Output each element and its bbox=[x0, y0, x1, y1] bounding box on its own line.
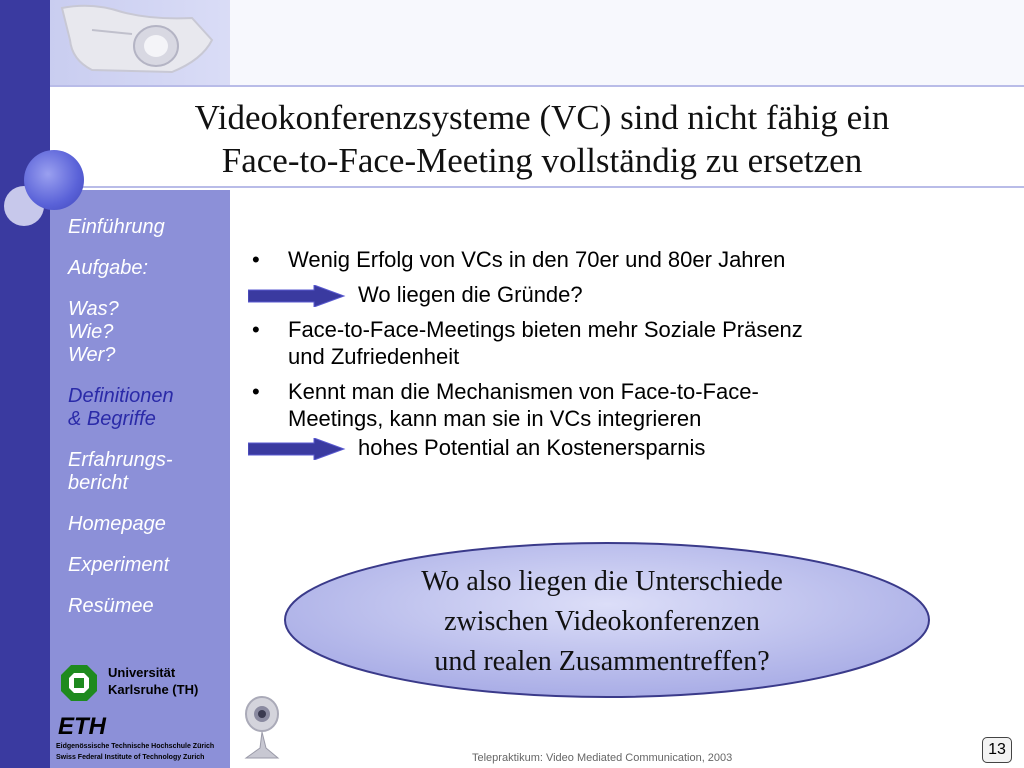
bullet-list bbox=[248, 246, 968, 469]
nav-item-label: Experiment bbox=[68, 554, 170, 576]
projector-icon bbox=[52, 0, 227, 82]
nav-item-aufgabe[interactable] bbox=[68, 257, 228, 280]
eth-subtitle bbox=[56, 741, 214, 763]
nav-item-label: Was? bbox=[68, 298, 119, 320]
nav-item-homepage[interactable] bbox=[68, 513, 228, 536]
left-accent-bar bbox=[0, 0, 50, 768]
callout-line: zwischen Videokonferenzen bbox=[444, 606, 760, 637]
nav-item-label: & Begriffe bbox=[68, 408, 156, 430]
eth-subtitle-line: Eidgenössische Technische Hochschule Zürich bbox=[56, 743, 215, 750]
eth-logo-text: ETH bbox=[58, 713, 106, 738]
callout-line: und realen Zusammentreffen? bbox=[434, 646, 770, 677]
callout-line: Wo also liegen die Unterschiede bbox=[421, 566, 783, 597]
bullet-text: Face-to-Face-Meetings bieten mehr Soziale Präsenz bbox=[288, 317, 803, 342]
nav-item-was-wie-wer[interactable] bbox=[68, 298, 228, 367]
eth-subtitle-line: Swiss Federal Institute of Technology Zurich bbox=[56, 754, 205, 761]
bullet-dot: • bbox=[252, 379, 260, 404]
nav-item-label: bericht bbox=[68, 472, 129, 494]
right-arrow-icon bbox=[248, 285, 348, 307]
nav-item-einfuehrung[interactable] bbox=[68, 216, 228, 239]
bullet-text: Wenig Erfolg von VCs in den 70er und 80er Jahren bbox=[288, 247, 786, 272]
question-callout-text bbox=[282, 562, 922, 682]
bullet-dot: • bbox=[252, 317, 260, 342]
nav-item-label: Wer? bbox=[68, 344, 116, 366]
bullet-item bbox=[248, 378, 968, 432]
arrow-text: Wo liegen die Gründe? bbox=[358, 282, 583, 307]
uni-name-line: Karlsruhe (TH) bbox=[108, 682, 199, 697]
bullet-text: und Zufriedenheit bbox=[288, 344, 460, 369]
uni-karlsruhe-name bbox=[108, 664, 198, 698]
nav-item-label: Wie? bbox=[68, 321, 114, 343]
webcam-icon bbox=[232, 692, 294, 764]
bullet-item bbox=[248, 316, 968, 370]
decorative-circle-large bbox=[24, 150, 84, 210]
bullet-text: Meetings, kann man sie in VCs integrieren bbox=[288, 406, 702, 431]
arrow-point bbox=[248, 281, 968, 308]
bullet-dot: • bbox=[252, 247, 260, 272]
nav-item-definitionen[interactable] bbox=[68, 385, 228, 431]
nav-item-experiment[interactable] bbox=[68, 554, 228, 577]
slide-title-line: Face-to-Face-Meeting vollständig zu ersetzen bbox=[221, 141, 863, 180]
nav-item-label: Erfahrungs- bbox=[68, 449, 173, 471]
slide-title bbox=[60, 96, 1024, 182]
eth-logo bbox=[56, 712, 136, 738]
nav-item-erfahrungsbericht[interactable] bbox=[68, 449, 228, 495]
uni-karlsruhe-logo bbox=[60, 664, 98, 702]
nav-item-label: Einführung bbox=[68, 216, 165, 238]
right-arrow-icon bbox=[248, 438, 348, 460]
nav-item-label: Definitionen bbox=[68, 385, 174, 407]
arrow-point bbox=[248, 434, 968, 461]
page-number-badge: 13 bbox=[982, 737, 1012, 763]
nav-item-resuemee[interactable] bbox=[68, 595, 228, 618]
slide-navigation bbox=[68, 216, 228, 636]
arrow-text: hohes Potential an Kostenersparnis bbox=[358, 435, 706, 460]
nav-item-label: Aufgabe: bbox=[68, 257, 149, 279]
nav-item-label: Homepage bbox=[68, 513, 166, 535]
slide-title-line: Videokonferenzsysteme (VC) sind nicht fähig ein bbox=[194, 98, 890, 137]
footer-text: Telepraktikum: Video Mediated Communication, 2003 bbox=[472, 752, 733, 764]
uni-name-line: Universität bbox=[108, 665, 176, 680]
header-light-band bbox=[230, 0, 1024, 85]
nav-item-label: Resümee bbox=[68, 595, 154, 617]
bullet-text: Kennt man die Mechanismen von Face-to-Face- bbox=[288, 379, 759, 404]
bullet-item bbox=[248, 246, 968, 273]
